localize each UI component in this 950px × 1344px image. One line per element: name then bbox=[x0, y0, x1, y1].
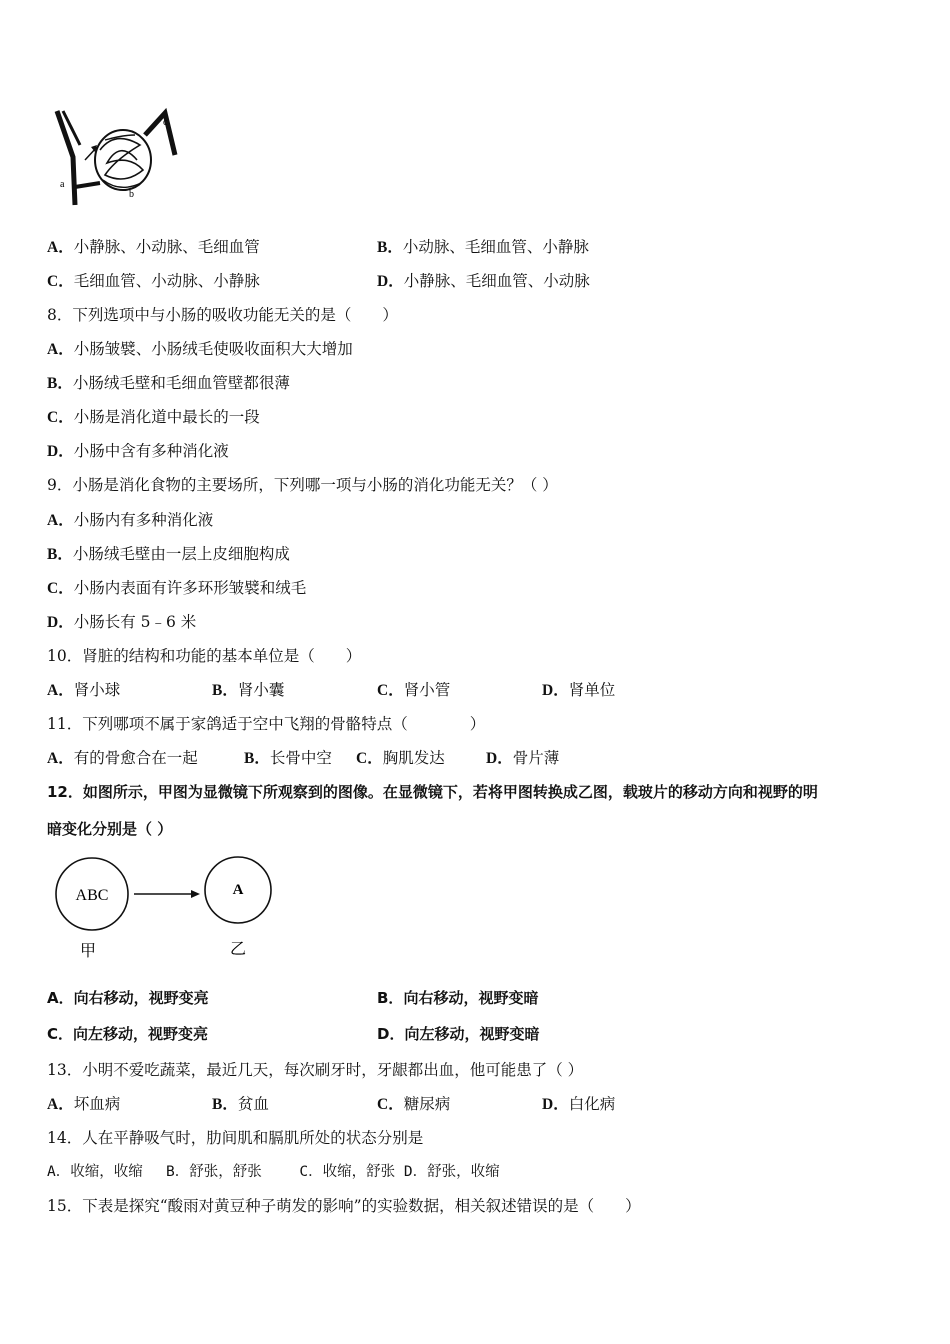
option-label: B． bbox=[377, 989, 404, 1007]
q7-row-1 bbox=[47, 235, 589, 257]
option-text: 胸肌发达 bbox=[382, 749, 445, 767]
option-text: 坏血病 bbox=[73, 1095, 121, 1113]
q9-option-a bbox=[47, 508, 213, 530]
q8-option-a bbox=[47, 337, 353, 359]
q8-stem: 8．下列选项中与小肠的吸收功能无关的是（ ） bbox=[47, 306, 398, 324]
q9-option-d bbox=[47, 610, 196, 632]
label-c: c bbox=[163, 117, 168, 128]
caption-jia: 甲 bbox=[79, 941, 97, 960]
option-text: 小肠长有 5﹣6 米 bbox=[73, 613, 197, 631]
q10-stem: 10．肾脏的结构和功能的基本单位是（ ） bbox=[47, 647, 362, 665]
q14-stem: 14．人在平静吸气时，肋间肌和膈肌所处的状态分别是 bbox=[47, 1129, 424, 1147]
q11-options bbox=[47, 746, 559, 768]
option-label: D． bbox=[47, 443, 74, 460]
option-label: D． bbox=[486, 750, 513, 767]
option-text: 小肠中含有多种消化液 bbox=[73, 442, 229, 460]
option-text: 小动脉、毛细血管、小静脉 bbox=[402, 238, 589, 256]
option-text: 毛细血管、小动脉、小静脉 bbox=[73, 272, 260, 290]
view-jia-text: ABC bbox=[75, 887, 109, 904]
q9-option-c bbox=[47, 576, 306, 598]
q13-stem: 13．小明不爱吃蔬菜，最近几天，每次刷牙时，牙龈都出血，他可能患了（ ） bbox=[47, 1061, 584, 1079]
option-text: 小静脉、毛细血管、小动脉 bbox=[403, 272, 590, 290]
option-label: B． bbox=[212, 682, 238, 699]
option-label: D． bbox=[542, 682, 569, 699]
option-text: 糖尿病 bbox=[403, 1095, 451, 1113]
option-label: B． bbox=[244, 750, 270, 767]
option-label: C． bbox=[47, 273, 74, 290]
option-label: B． bbox=[47, 375, 73, 392]
q8-option-c bbox=[47, 405, 260, 427]
q13-options bbox=[47, 1092, 615, 1114]
label-b: b bbox=[129, 189, 134, 200]
q12-stem-line1: 12．如图所示，甲图为显微镜下所观察到的图像。在显微镜下，若将甲图转换成乙图，载玻片的移动方向和视野的明 bbox=[47, 783, 818, 801]
option-label: C． bbox=[47, 580, 74, 597]
option-text: 小静脉、小动脉、毛细血管 bbox=[73, 238, 260, 256]
option-text: 小肠内有多种消化液 bbox=[73, 511, 214, 529]
view-yi-text: A bbox=[232, 882, 244, 898]
q7-row-2 bbox=[47, 269, 590, 291]
option-label: B． bbox=[377, 239, 403, 256]
option-text: 贫血 bbox=[237, 1095, 269, 1113]
option-text: 小肠皱襞、小肠绒毛使吸收面积大大增加 bbox=[73, 340, 353, 358]
option-label: D． bbox=[542, 1096, 569, 1113]
option-text: 小肠内表面有许多环形皱襞和绒毛 bbox=[73, 579, 307, 597]
caption-yi: 乙 bbox=[229, 939, 247, 958]
q12-row-1 bbox=[47, 987, 538, 1008]
option-label: C． bbox=[47, 409, 74, 426]
option-label: A． bbox=[47, 989, 74, 1007]
q15-stem: 15．下表是探究“酸雨对黄豆种子萌发的影响”的实验数据，相关叙述错误的是（ ） bbox=[47, 1197, 641, 1215]
option-text: 向右移动，视野变亮 bbox=[73, 989, 209, 1007]
option-label: A． bbox=[47, 341, 74, 358]
option-label: B． bbox=[212, 1096, 238, 1113]
option-label: C． bbox=[377, 682, 404, 699]
option-label: D． bbox=[47, 614, 74, 631]
option-text: 向左移动，视野变暗 bbox=[404, 1025, 540, 1043]
q9-stem: 9．小肠是消化食物的主要场所，下列哪一项与小肠的消化功能无关？（ ） bbox=[47, 476, 558, 494]
option-text: 小肠绒毛壁由一层上皮细胞构成 bbox=[72, 545, 290, 563]
q14-options: A．收缩，收缩 B．舒张，舒张 C．收缩，舒张 D．舒张，收缩 bbox=[47, 1164, 500, 1180]
option-text: 向左移动，视野变亮 bbox=[73, 1025, 209, 1043]
option-label: A． bbox=[47, 682, 74, 699]
option-text: 肾小管 bbox=[403, 681, 451, 699]
q9-option-b bbox=[47, 542, 290, 564]
q8-option-d bbox=[47, 439, 229, 461]
q10-options bbox=[47, 678, 615, 700]
q12-row-2 bbox=[47, 1023, 539, 1044]
option-label: C． bbox=[377, 1096, 404, 1113]
arrow-right-icon bbox=[191, 890, 200, 898]
q11-stem: 11．下列哪项不属于家鸽适于空中飞翔的骨骼特点（ ） bbox=[47, 715, 486, 733]
option-text: 白化病 bbox=[568, 1095, 616, 1113]
option-text: 小肠绒毛壁和毛细血管壁都很薄 bbox=[72, 374, 290, 392]
option-label: A． bbox=[47, 239, 74, 256]
option-label: B． bbox=[47, 546, 73, 563]
label-a: a bbox=[60, 179, 65, 190]
option-text: 向右移动，视野变暗 bbox=[403, 989, 539, 1007]
option-text: 肾小球 bbox=[73, 681, 121, 699]
option-label: D． bbox=[377, 273, 404, 290]
option-label: C． bbox=[47, 1025, 74, 1043]
option-label: C． bbox=[356, 750, 383, 767]
microscope-view-figure bbox=[48, 852, 288, 964]
option-text: 骨片薄 bbox=[512, 749, 560, 767]
q8-option-b bbox=[47, 371, 290, 393]
option-text: 肾单位 bbox=[568, 681, 616, 699]
option-text: 小肠是消化道中最长的一段 bbox=[73, 408, 260, 426]
option-label: D． bbox=[377, 1025, 405, 1043]
option-label: A． bbox=[47, 750, 74, 767]
option-text: 肾小囊 bbox=[237, 681, 285, 699]
option-text: 长骨中空 bbox=[269, 749, 332, 767]
option-label: A． bbox=[47, 1096, 74, 1113]
q12-stem-line2: 暗变化分别是（ ） bbox=[47, 820, 173, 838]
option-text: 有的骨愈合在一起 bbox=[73, 749, 198, 767]
blood-vessel-figure bbox=[45, 105, 185, 215]
option-label: A． bbox=[47, 512, 74, 529]
